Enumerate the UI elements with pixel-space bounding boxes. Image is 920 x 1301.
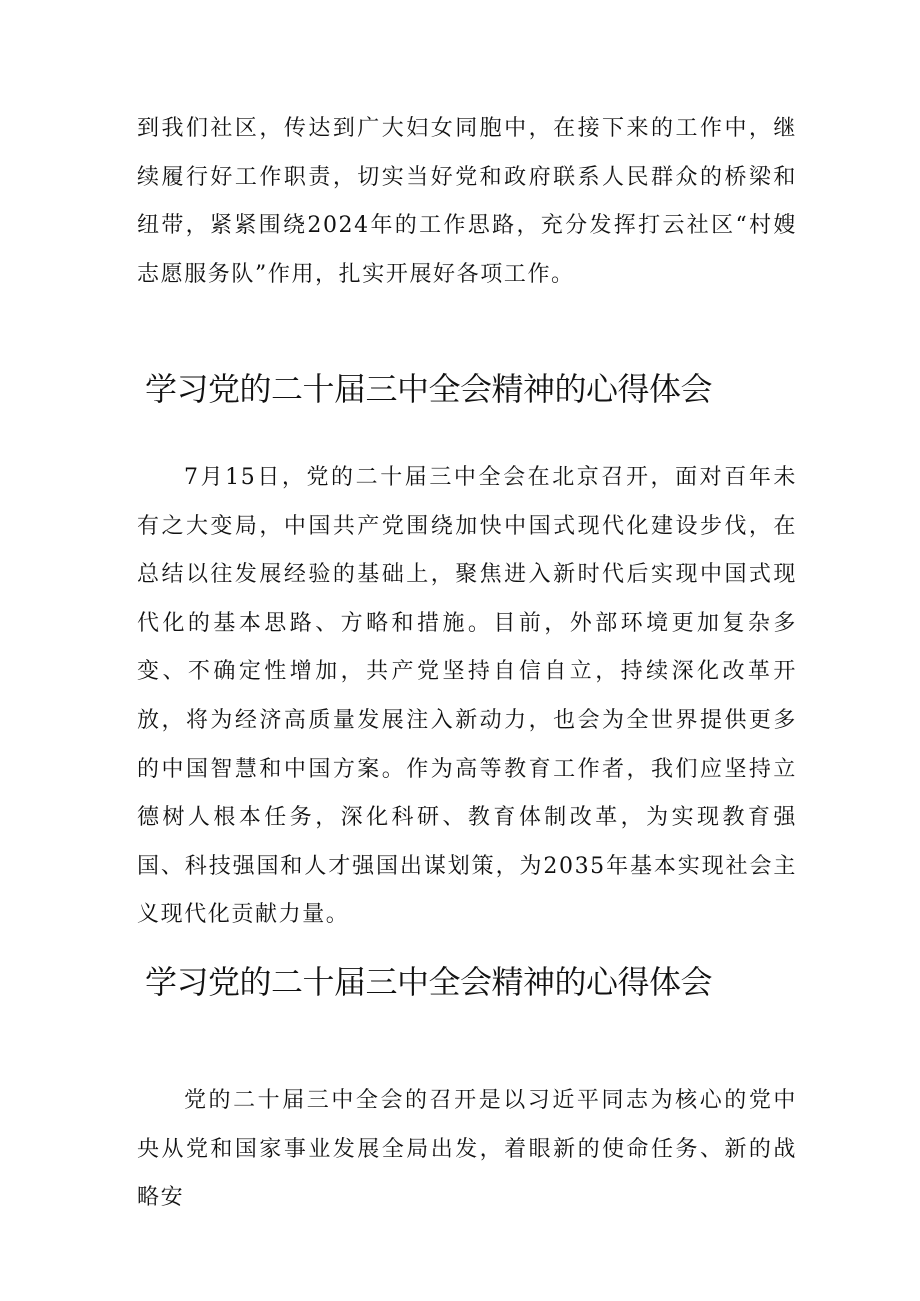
intro-paragraph: 到我们社区，传达到广大妇女同胞中，在接下来的工作中，继续履行好工作职责，切实当好党和政府联系人民群众的桥梁和纽带，紧紧围绕2024年的工作思路，充分发挥打云社区“村嫂志愿服务队”作用，扎实开展好各项工作。	[137, 116, 797, 287]
section-1-paragraph: 7月15日，党的二十届三中全会在北京召开，面对百年未有之大变局，中国共产党围绕加快中国式现代化建设步伐，在总结以往发展经验的基础上，聚焦进入新时代后实现中国式现代化的基本思路、方略和措施。目前，外部环境更加复杂多变、不确定性增加，共产党坚持自信自立，持续深化改革开放，将为经济高质量发展注入新动力，也会为全世界提供更多的中国智慧和中国方案。作为高等教育工作者，我们应坚持立德树人根本任务，深化科研、教育体制改革，为实现教育强国、科技强国和人才强国出谋划策，为2035年基本实现社会主义现代化贡献力量。	[137, 465, 797, 928]
section-2-paragraph: 党的二十届三中全会的召开是以习近平同志为核心的党中央从党和国家事业发展全局出发，着眼新的使命任务、新的战略安	[137, 1088, 797, 1211]
section-1-title: 学习党的二十届三中全会精神的心得体会	[145, 370, 713, 408]
section-2-title: 学习党的二十届三中全会精神的心得体会	[145, 963, 713, 1001]
